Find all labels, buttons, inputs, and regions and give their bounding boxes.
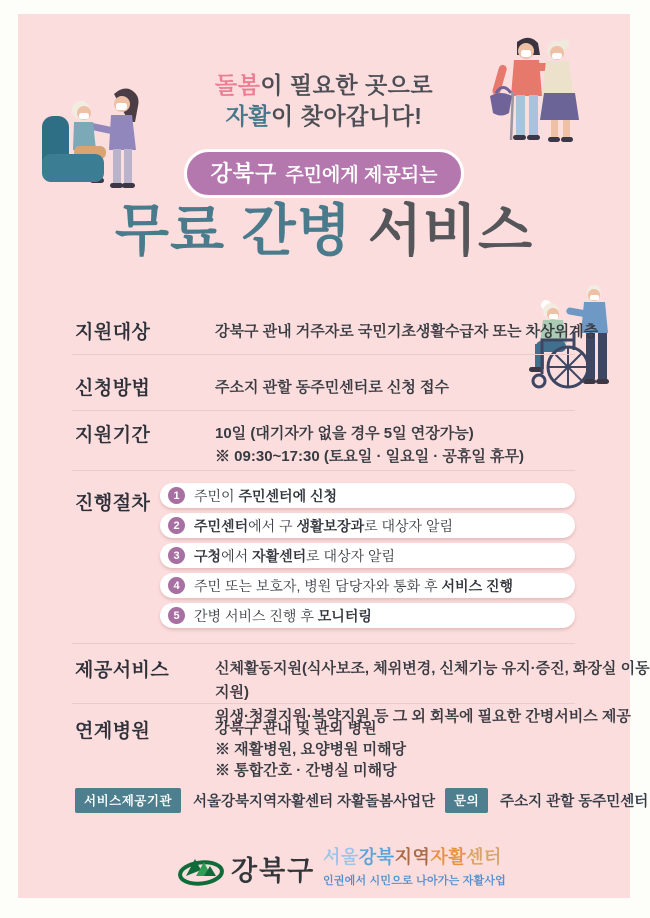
section-label-target: 지원대상 xyxy=(75,322,151,343)
step-text: 간병 서비스 진행 후 모니터링 xyxy=(194,607,372,624)
contact-info xyxy=(445,788,648,813)
jahwal-name-center: 센터 xyxy=(466,847,502,867)
jahwal-center-logo xyxy=(323,843,506,888)
tagline-rest-2: 이 찾아갑니다! xyxy=(271,103,423,129)
process-step-5 xyxy=(160,603,575,628)
divider xyxy=(72,410,575,411)
hospitals-note-1: ※ 재활병원, 요양병원 미해당 xyxy=(215,741,407,758)
step-text: 구청에서 자활센터로 대상자 알림 xyxy=(194,547,396,564)
section-label-apply: 신청방법 xyxy=(75,378,151,399)
process-step-4 xyxy=(160,573,575,598)
step-number-badge: 3 xyxy=(168,547,185,564)
district-badge-rest: 주민에게 제공되는 xyxy=(285,165,438,186)
divider xyxy=(72,643,575,644)
jahwal-name-jahwal: 자활 xyxy=(430,847,467,867)
section-text-target: 강북구 관내 거주자로 국민기초생활수급자 또는 차상위계층 xyxy=(215,323,599,340)
section-text-hospitals xyxy=(215,718,406,781)
step-text: 주민센터에서 구 생활보장과로 대상자 알림 xyxy=(194,517,454,534)
divider xyxy=(72,470,575,471)
process-step-2 xyxy=(160,513,575,538)
period-line-1: 10일 (대기자가 없을 경우 5일 연장가능) xyxy=(215,425,474,442)
hospitals-note-2: ※ 통합간호 · 간병실 미해당 xyxy=(215,762,397,779)
divider xyxy=(72,703,575,704)
section-text-apply: 주소지 관할 동주민센터로 신청 접수 xyxy=(215,379,450,396)
step-number-badge: 5 xyxy=(168,607,185,624)
contact-badge: 문의 xyxy=(445,788,488,813)
section-text-period xyxy=(215,422,524,468)
process-step-1 xyxy=(160,483,575,508)
jahwal-center-tagline: 인권에서 시민으로 나아가는 자활사업 xyxy=(323,875,506,887)
provider-badge: 서비스제공기관 xyxy=(75,788,181,813)
poster-title-rest: 서비스 xyxy=(367,199,534,262)
hospitals-line-1: 강북구 관내 및 관외 병원 xyxy=(215,720,377,737)
section-label-hospitals: 연계병원 xyxy=(75,721,151,742)
poster-title xyxy=(18,190,630,272)
tagline-accent-care: 돌봄 xyxy=(214,72,261,98)
period-line-2: ※ 09:30~17:30 (토요일 · 일요일 · 공휴일 휴무) xyxy=(215,448,525,465)
tagline-accent-jahwal: 자활 xyxy=(225,103,272,129)
elderly-walking-couple-illustration xyxy=(452,33,612,148)
section-label-process: 진행절차 xyxy=(75,493,151,514)
step-number-badge: 1 xyxy=(168,487,185,504)
section-label-services: 제공서비스 xyxy=(75,660,170,681)
contact-text: 주소지 관할 동주민센터 xyxy=(500,794,649,810)
jahwal-name-jiyeok: 지역 xyxy=(394,847,431,867)
tagline-rest-1: 이 필요한 곳으로 xyxy=(260,72,434,98)
gangbuk-mountain-icon xyxy=(178,852,224,886)
process-step-3 xyxy=(160,543,575,568)
divider xyxy=(72,354,575,355)
services-line-1: 신체활동지원(식사보조, 체위변경, 신체기능 유지·증진, 화장실 이동지원) xyxy=(215,660,650,701)
provider-text: 서울강북지역자활센터 자활돌봄사업단 xyxy=(193,794,436,810)
gangbuk-logo-text: 강북구 xyxy=(231,856,316,886)
services-line-2: 위생·청결지원·복약지원 등 그 외 회복에 필요한 간병서비스 제공 xyxy=(215,708,631,725)
step-text: 주민이 주민센터에 신청 xyxy=(194,487,338,504)
step-number-badge: 2 xyxy=(168,517,185,534)
section-label-period: 지원기간 xyxy=(75,425,151,446)
step-number-badge: 4 xyxy=(168,577,185,594)
step-text: 주민 또는 보호자, 병원 담당자와 통화 후 서비스 진행 xyxy=(194,577,514,594)
provider-info xyxy=(75,788,435,813)
jahwal-center-name xyxy=(323,843,506,869)
jahwal-name-gangbuk: 강북 xyxy=(358,847,395,867)
jahwal-name-seoul: 서울 xyxy=(323,847,359,867)
poster-title-accent: 무료 간병 xyxy=(114,199,352,262)
district-badge-bold: 강북구 xyxy=(210,161,278,186)
gangbuk-gu-logo xyxy=(178,849,315,888)
